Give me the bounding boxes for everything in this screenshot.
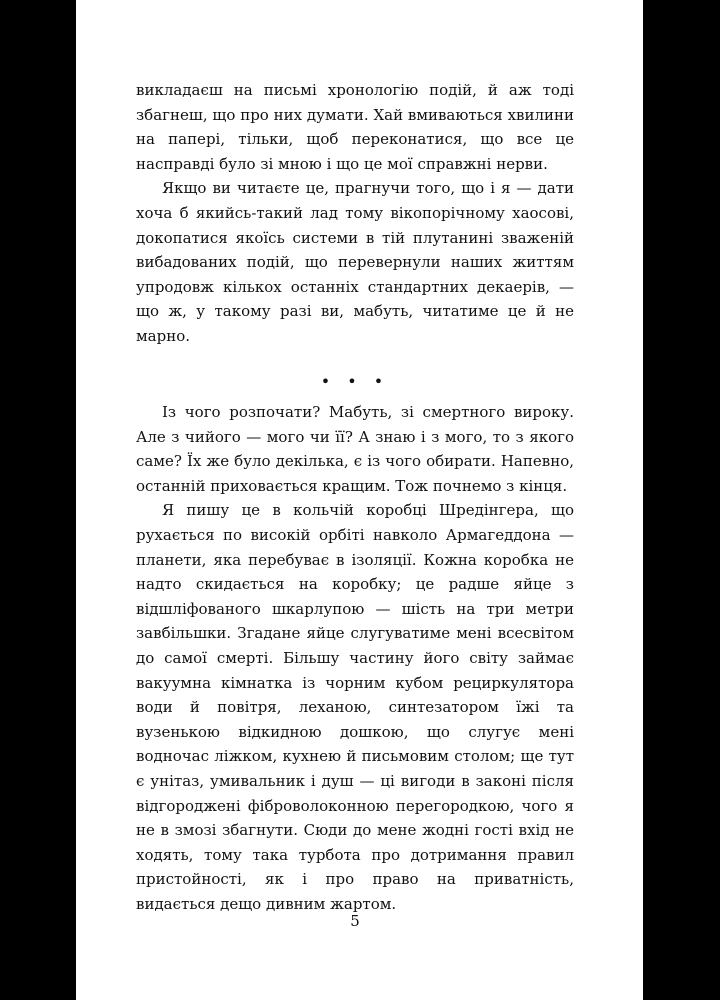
scan-border-left [0,0,76,1000]
text-block-bottom [136,400,574,916]
paragraph-2: Якщо ви читаєте це, прагнучи того, що і я — дати хоча б якийсь-такий лад тому вікопорічному хаосові, докопатися якоїсь системи в тій плутанині зваженій вибадованих подій, що перевернули наших життям упродовж кількох останніх стандартних декаерів, — що ж, у такому разі ви, мабуть, читатиме це й не марно. [136,179,574,345]
text-block-top [136,78,574,349]
continuation-paragraph: викладаєш на письмі хронологію подій, й аж тоді збагнеш, що про них думати. Хай вмиваються хвилини на папері, тільки, щоб переконатися, що все це насправді було зі мною і що це мої справжні нерви. [136,81,574,173]
paragraph-3: Із чого розпочати? Мабуть, зі смертного вироку. Але з чийого — мого чи її? А знаю і з мого, то з якого саме? Їх же було декілька, є із чого обирати. Напевно, останній приховається кращим. Тож почнемо з кінця. [136,403,574,495]
paragraph-4: Я пишу це в кольчій коробці Шредінгера, що рухається по високій орбіті навколо Армагеддона — планети, яка перебуває в ізоляції. Кожна коробка не надто скидається на коробку; це радше яйце з відшліфованого шкарлупою — шість на три метри завбільшки. Згадане яйце слугуватиме мені всесвітом до самої смерті. Більшу частину його світу займає вакуумна кімнатка із чорним кубом рециркулятора води й повітря, леханою, синтезатором їжі та вузенькою відкидною дошкою, що слугує мені водночас ліжком, кухнею й письмовим столом; ще тут є унітаз, умивальник і душ — ці вигоди в законі після відгороджені фіброволоконною перегородкою, чого я не в змозі збагнути. Сюди до мене жодні гості вхід не ходять, тому така турбота про дотримання правил пристойності, як і про право на приватність, видається дещо дивним жартом. [136,501,574,913]
page-number: 5 [350,912,360,930]
section-separator: • • • [320,372,390,391]
scan-border-right [643,0,720,1000]
